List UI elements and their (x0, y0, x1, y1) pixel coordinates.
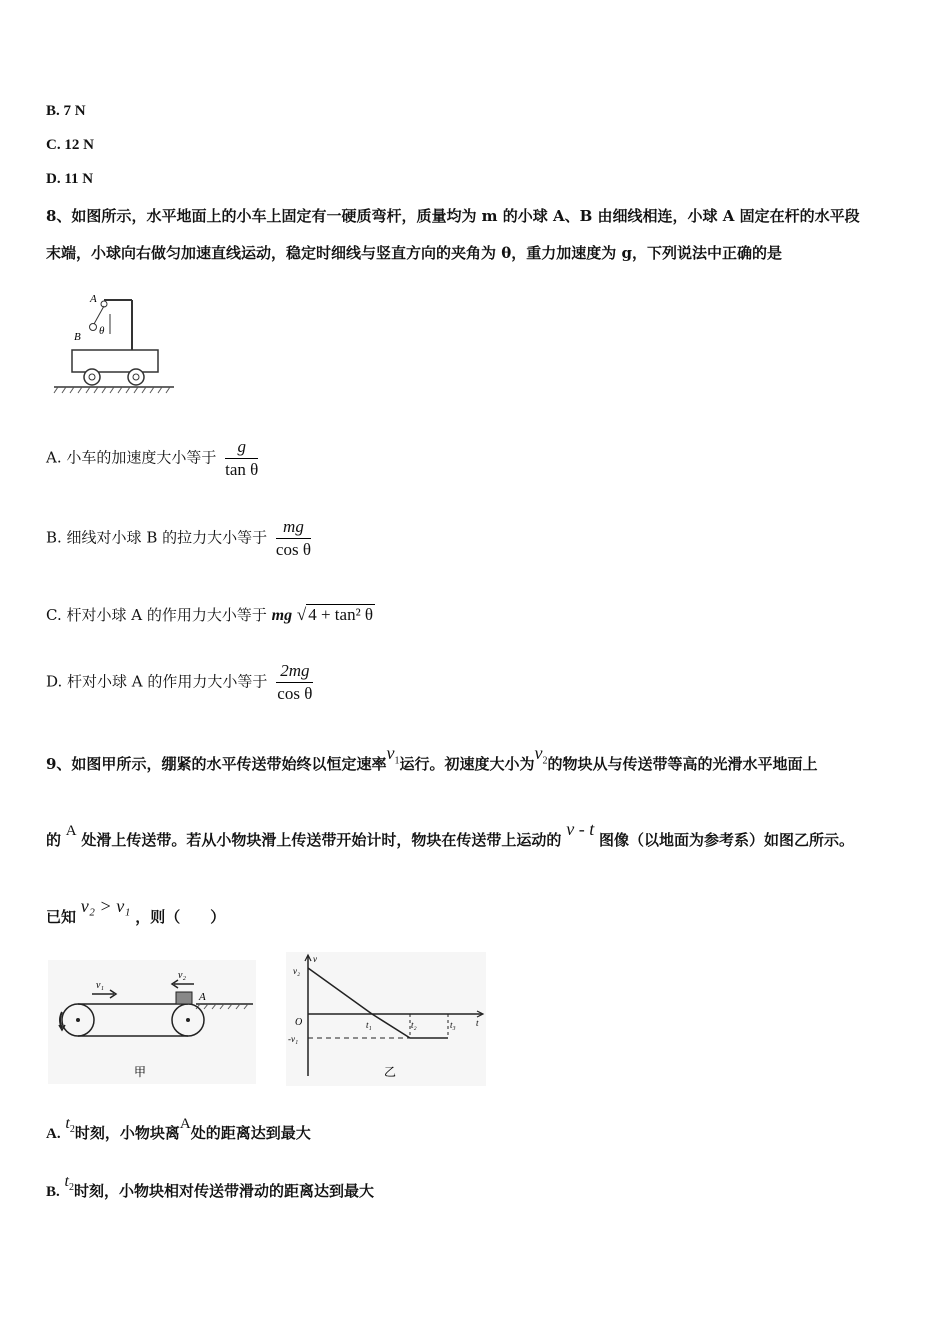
q8-option-d-text: D. 杆对小球 A 的作用力大小等于 (46, 672, 268, 691)
sqrt-expression: √ 4 + tan² θ (296, 605, 374, 624)
condition-expression: v₂ > v₁ (80, 896, 131, 916)
label-t3: t₃ (450, 1020, 456, 1030)
q8-option-a-formula (225, 436, 258, 481)
fraction-denominator: cos θ (277, 684, 313, 703)
label-a: A (90, 293, 97, 305)
q9-line2-part2: 处滑上传送带。若从小物块滑上传送带开始计时，物块在传送带上运动的 (81, 831, 562, 849)
q8-option-b-formula (276, 516, 311, 561)
symbol-t2: $t_2$ (65, 1115, 75, 1136)
caption-jia: 甲 (134, 1065, 147, 1079)
q9-line3 (46, 896, 226, 927)
q9-line1-part3: 的物块从与传送带等高的光滑水平地面上 (547, 755, 818, 773)
symbol-t2: $t_2$ (64, 1173, 74, 1194)
label-v2: v₂ (293, 966, 301, 976)
fraction-numerator: 2mg (276, 660, 313, 683)
vt-graph (286, 952, 486, 1086)
q9-line1-part2: 运行。初速度大小为 (399, 755, 535, 773)
q8-option-c-prefix: mg (271, 607, 293, 624)
option-d-prev: D. 11 N (46, 171, 94, 187)
q8-option-a-text: A. 小车的加速度大小等于 (46, 448, 217, 467)
q8-option-b-text: B. 细线对小球 B 的拉力大小等于 (46, 528, 268, 547)
q9-line1-part1: 9、如图甲所示，绷紧的水平传送带始终以恒定速率 (46, 755, 387, 773)
q9-line2-part3: 图像（以地面为参考系）如图乙所示。 (598, 831, 854, 849)
fraction-denominator: cos θ (275, 540, 311, 559)
q8-option-a[interactable] (46, 436, 258, 481)
label-t1: t₁ (366, 1020, 372, 1030)
option-b-prev: B. 7 N (46, 103, 86, 119)
sqrt-radicand: 4 + tan² θ (308, 605, 374, 624)
option-c-prev: C. 12 N (46, 137, 94, 153)
symbol-v1: $v_1$ (386, 743, 400, 767)
q8-option-d[interactable] (46, 660, 313, 705)
symbol-a: A (65, 823, 77, 839)
cart-figure (52, 290, 177, 395)
symbol-v2: $v_2$ (534, 743, 548, 767)
q9-line2-part1: 的 (46, 831, 62, 849)
label-v2: v₂ (178, 970, 186, 981)
label-t: t (476, 1018, 479, 1028)
q9-line2 (46, 819, 854, 850)
q9-line1 (46, 743, 818, 777)
conveyor-figure (48, 960, 256, 1084)
q9-option-a[interactable] (46, 1115, 311, 1145)
option-a-prefix: A. (46, 1126, 61, 1142)
q8-option-c[interactable] (46, 604, 375, 625)
caption-yi: 乙 (384, 1065, 397, 1079)
option-a-text2: 处的距离达到最大 (190, 1124, 311, 1142)
label-t2: t₂ (411, 1020, 417, 1030)
label-origin: O (295, 1017, 303, 1028)
option-a-text1: 时刻，小物块离 (74, 1124, 180, 1142)
q8-line1: 8、如图所示，水平地面上的小车上固定有一硬质弯杆，质量均为 m 的小球 A、B 由细线相连，小球 A 固定在杆的水平段 (46, 207, 860, 225)
label-theta: θ (99, 325, 105, 337)
q9-option-b[interactable] (46, 1173, 375, 1203)
label-v1: v₁ (96, 980, 104, 991)
option-b-prefix: B. (46, 1184, 60, 1200)
q8-option-b[interactable] (46, 516, 311, 561)
label-b: B (74, 331, 81, 343)
q8-option-c-text: C. 杆对小球 A 的作用力大小等于 (46, 606, 267, 624)
option-b-text1: 时刻，小物块相对传送带滑动的距离达到最大 (74, 1182, 375, 1200)
label-v: v (313, 954, 317, 964)
symbol-a: A (179, 1116, 191, 1132)
fraction-numerator: mg (276, 516, 311, 539)
symbol-vt: v - t (566, 819, 595, 839)
label-neg-v1: -v₁ (288, 1034, 299, 1044)
q8-line2: 末端，小球向右做匀加速直线运动，稳定时细线与竖直方向的夹角为 θ，重力加速度为 g，下列说法中正确的是 (46, 244, 782, 262)
q8-option-d-formula (276, 660, 313, 705)
fraction-denominator: tan θ (225, 460, 259, 479)
fraction-numerator: g (225, 436, 258, 459)
label-a: A (199, 991, 206, 1003)
q9-line3-part1: 已知 (46, 908, 77, 926)
q9-line3-part2: ，则（ ） (135, 908, 226, 926)
